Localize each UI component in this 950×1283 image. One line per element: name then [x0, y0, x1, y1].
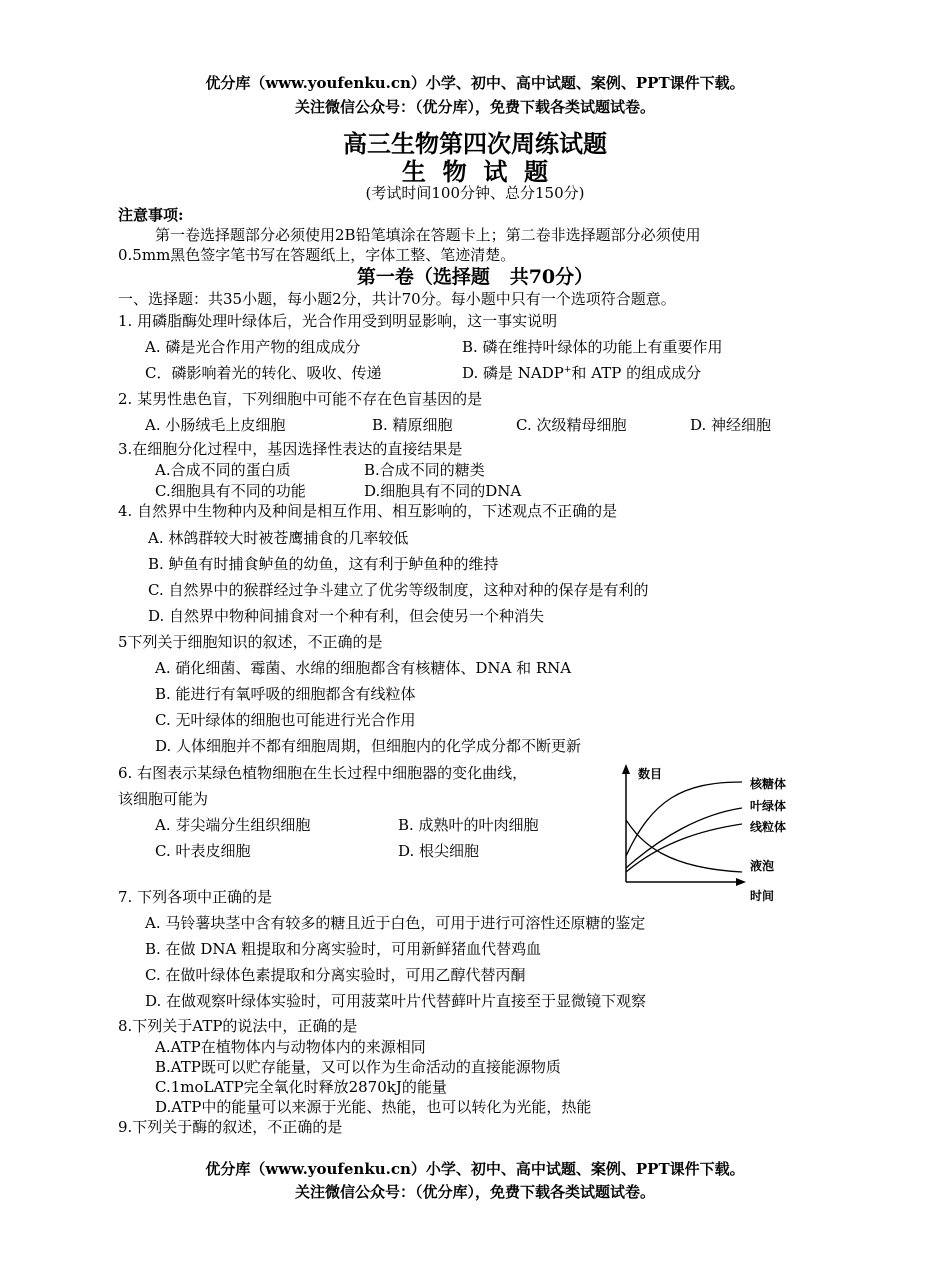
q2-option-a: A. 小肠绒毛上皮细胞 [145, 416, 286, 434]
q3-stem: 3.在细胞分化过程中，基因选择性表达的直接结果是 [118, 440, 463, 458]
q6-option-a: A. 芽尖端分生组织细胞 [155, 816, 311, 834]
header-line-2: 关注微信公众号：（优分库），免费下载各类试题试卷。 [294, 98, 655, 116]
q5-stem: 5下列关于细胞知识的叙述，不正确的是 [118, 633, 383, 651]
q5-option-d: D. 人体细胞并不都有细胞周期，但细胞内的化学成分都不断更新 [155, 737, 582, 755]
q7-option-c: C. 在做叶绿体色素提取和分离实验时，可用乙醇代替丙酮 [145, 966, 526, 984]
header-line-1: 优分库（www.youfenku.cn）小学、初中、高中试题、案例、PPT课件下载。 [205, 74, 745, 92]
q4-option-c: C. 自然界中的猴群经过争斗建立了优劣等级制度，这种对种的保存是有利的 [148, 581, 649, 599]
q8-option-b: B.ATP既可以贮存能量，又可以作为生命活动的直接能源物质 [155, 1058, 561, 1076]
q2-option-b: B. 精原细胞 [372, 416, 453, 434]
q2-option-c: C. 次级精母细胞 [516, 416, 627, 434]
notice-line-2: 0.5mm黑色签字笔书写在答题纸上，字体工整、笔迹清楚。 [118, 246, 516, 264]
section-title: 第一卷（选择题 共70分） [356, 266, 594, 288]
q8-option-d: D.ATP中的能量可以来源于光能、热能，也可以转化为光能，热能 [155, 1098, 592, 1116]
q7-option-b: B. 在做 DNA 粗提取和分离实验时，可用新鲜猪血代替鸡血 [145, 940, 542, 958]
q2-option-d: D. 神经细胞 [690, 416, 772, 434]
q5-option-b: B. 能进行有氧呼吸的细胞都含有线粒体 [155, 685, 416, 703]
q8-option-c: C.1moLATP完全氧化时释放2870kJ的能量 [155, 1078, 447, 1096]
q8-option-a: A.ATP在植物体内与动物体内的来源相同 [155, 1038, 426, 1056]
legend-ribosome: 核糖体 [750, 777, 787, 791]
q4-option-a: A. 林鸽群较大时被苍鹰捕食的几率较低 [148, 529, 409, 547]
y-axis-label: 数目 [638, 767, 663, 781]
q7-option-a: A. 马铃薯块茎中含有较多的糖且近于白色，可用于进行可溶性还原糖的鉴定 [145, 914, 646, 932]
q9-stem: 9.下列关于酶的叙述，不正确的是 [118, 1118, 343, 1136]
line-ribosome [626, 782, 742, 856]
q5-option-a: A. 硝化细菌、霉菌、水绵的细胞都含有核糖体、DNA 和 RNA [155, 659, 572, 677]
q6-option-c: C. 叶表皮细胞 [155, 842, 251, 860]
legend-chloroplast: 叶绿体 [750, 799, 787, 813]
section-intro: 一、选择题：共35小题，每小题2分，共计70分。每小题中只有一个选项符合题意。 [118, 290, 676, 308]
q1-option-b: B. 磷在维持叶绿体的功能上有重要作用 [462, 338, 723, 356]
exam-time: (考试时间100分钟、总分150分) [365, 184, 585, 202]
q2-stem: 2. 某男性患色盲，下列细胞中可能不存在色盲基因的是 [118, 390, 483, 408]
q4-option-d: D. 自然界中物种间捕食对一个种有利，但会使另一个种消失 [148, 607, 545, 625]
q8-stem: 8.下列关于ATP的说法中，正确的是 [118, 1017, 358, 1035]
q6-stem-line-1: 6. 右图表示某绿色植物细胞在生长过程中细胞器的变化曲线， [118, 764, 528, 782]
page-title: 高三生物第四次周练试题 [343, 129, 607, 158]
notice-line-1: 第一卷选择题部分必须使用2B铅笔填涂在答题卡上；第二卷非选择题部分必须使用 [155, 226, 701, 244]
q3-option-c: C.细胞具有不同的功能 [155, 482, 306, 500]
q7-option-d: D. 在做观察叶绿体实验时，可用菠菜叶片代替藓叶片直接至于显微镜下观察 [145, 992, 647, 1010]
page-subtitle: 生 物 试 题 [401, 157, 549, 186]
q3-option-d: D.细胞具有不同的DNA [364, 482, 522, 500]
q1-option-a: A. 磷是光合作用产物的组成成分 [145, 338, 361, 356]
q5-option-c: C. 无叶绿体的细胞也可能进行光合作用 [155, 711, 416, 729]
q1-option-c: C．磷影响着光的转化、吸收、传递 [145, 364, 382, 382]
legend-mitochondria: 线粒体 [750, 820, 787, 834]
x-axis-arrow [736, 878, 746, 886]
x-axis-label: 时间 [750, 889, 775, 903]
q3-option-b: B.合成不同的糖类 [364, 461, 485, 479]
footer-line-1: 优分库（www.youfenku.cn）小学、初中、高中试题、案例、PPT课件下载。 [205, 1160, 745, 1178]
organelle-chart [612, 760, 802, 910]
line-mitochondria [626, 824, 742, 872]
q6-stem-line-2: 该细胞可能为 [118, 790, 209, 808]
q1-stem: 1. 用磷脂酶处理叶绿体后，光合作用受到明显影响，这一事实说明 [118, 312, 558, 330]
y-axis-arrow [622, 764, 630, 774]
q1-option-d: D. 磷是 NADP+和 ATP 的组成成分 [462, 364, 702, 382]
q3-option-a: A.合成不同的蛋白质 [155, 461, 291, 479]
notice-label: 注意事项: [118, 206, 184, 224]
q4-stem: 4. 自然界中生物种内及种间是相互作用、相互影响的，下述观点不正确的是 [118, 502, 618, 520]
q4-option-b: B. 鲈鱼有时捕食鲈鱼的幼鱼，这有利于鲈鱼种的维持 [148, 555, 499, 573]
q7-stem: 7. 下列各项中正确的是 [118, 888, 273, 906]
q6-option-b: B. 成熟叶的叶肉细胞 [398, 816, 539, 834]
legend-vacuole: 液泡 [750, 859, 775, 873]
footer-line-2: 关注微信公众号：（优分库），免费下载各类试题试卷。 [294, 1183, 655, 1201]
q6-option-d: D. 根尖细胞 [398, 842, 480, 860]
